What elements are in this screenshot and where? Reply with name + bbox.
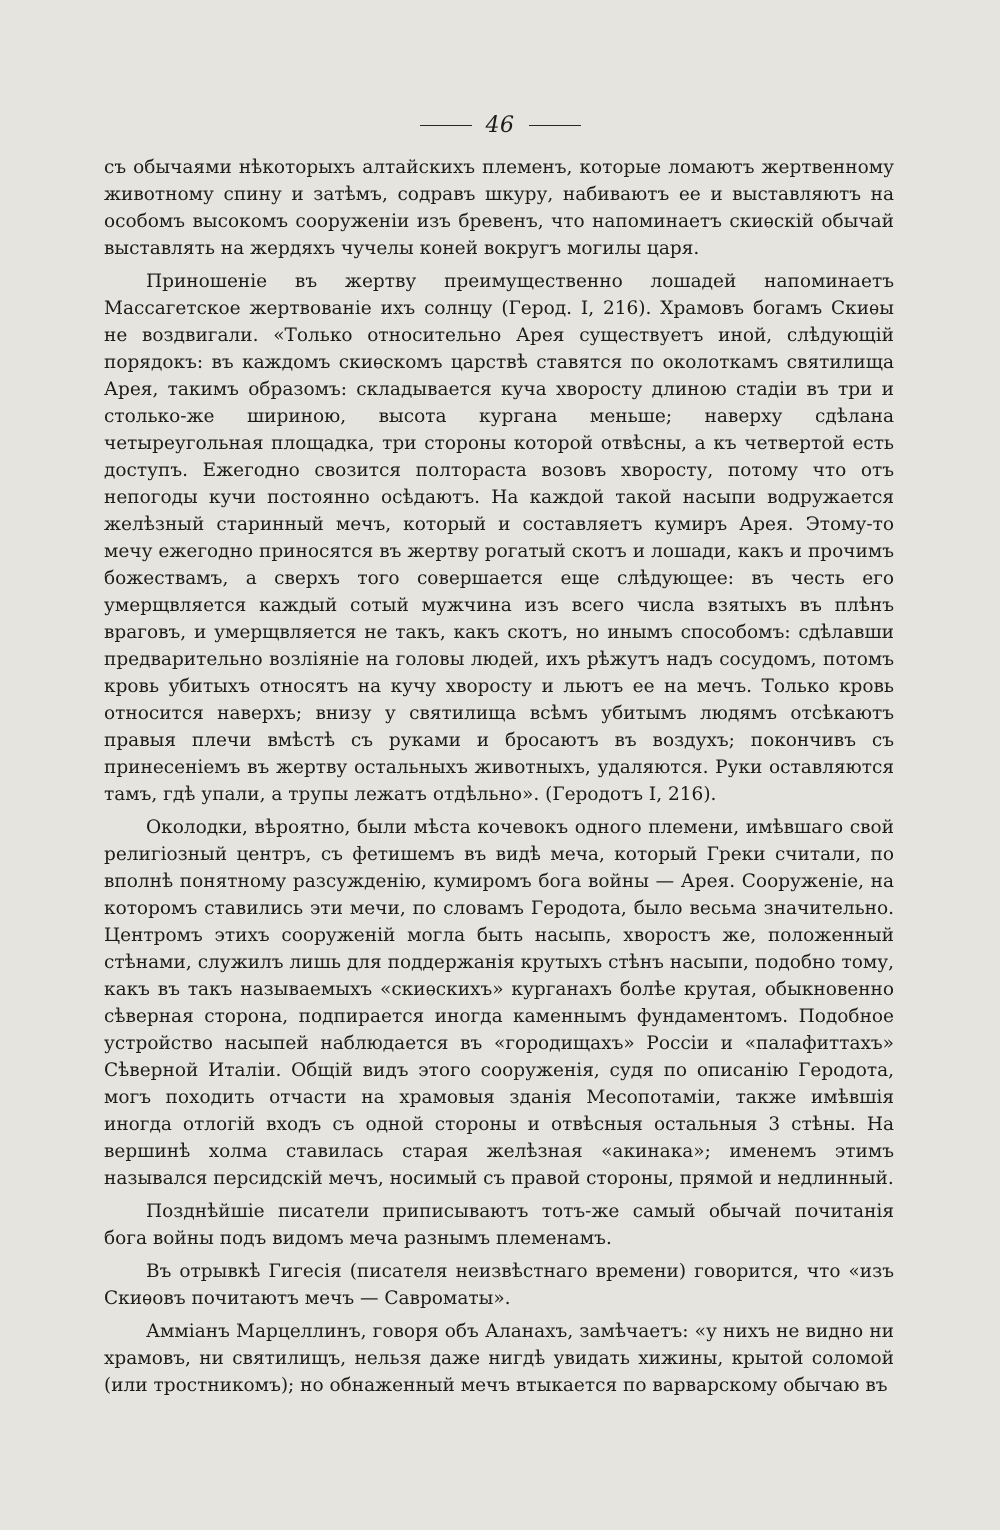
page-header — [0, 110, 1000, 140]
paragraph-gigesius: Въ отрывкѣ Гигесія (писателя неизвѣстнаго времени) говорится, что «изъ Скиѳовъ почитаютъ мечъ — Савроматы». — [104, 1261, 894, 1309]
page-number: 46 — [485, 112, 515, 138]
paragraph-okolodki: Околодки, вѣроятно, были мѣста кочевокъ одного племени, имѣвшаго свой религіозный центръ, съ фетишемъ въ видѣ меча, который Греки считали, по вполнѣ понятному разсужденію, кумиромъ бога войны — Арея. Сооруженіе, на которомъ ставились эти мечи, по словамъ Геродота, было весьма значительно. Центромъ этихъ сооруженій могла быть насыпь, хворостъ же, положенный стѣнами, служилъ лишь для поддержанія крутыхъ стѣнъ насыпи, подобно тому, какъ въ такъ называемыхъ «скиѳскихъ» курганахъ болѣе крутая, обыкновенно сѣверная сторона, подпирается иногда каменнымъ фундаментомъ. Подобное устройство насыпей наблюдается въ «городищахъ» Россіи и «палафиттахъ» Сѣверной Италіи. Общій видъ этого сооруженія, судя по описанію Геродота, могъ походить отчасти на храмовыя зданія Месопотаміи, также имѣвшія иногда отлогій входъ съ одной стороны и отвѣсныя остальныя 3 стѣны. На вершинѣ холма ставилась старая желѣзная «акинака»; именемъ этимъ назывался персидскій мечъ, носимый съ правой стороны, прямой и недлинный. — [104, 817, 894, 1189]
header-rule-right — [529, 125, 581, 126]
paragraph-continuation: съ обычаями нѣкоторыхъ алтайскихъ племенъ, которые ломаютъ жертвенному животному спину и затѣмъ, содравъ шкуру, набиваютъ ее и выставляютъ на особомъ высокомъ сооруженіи изъ бревенъ, что напоминаетъ скиѳскій обычай выставлять на жердяхъ чучелы коней вокругъ могилы царя. — [104, 157, 894, 259]
paragraph-later-writers: Позднѣйшіе писатели приписываютъ тотъ-же самый обычай почитанія бога войны подъ видомъ меча разнымъ племенамъ. — [104, 1201, 894, 1249]
paragraph-sacrifice: Приношеніе въ жертву преимущественно лошадей напоминаетъ Массагетское жертвованіе ихъ солнцу (Герод. I, 216). Храмовъ богамъ Скиѳы не воздвигали. «Только относительно Арея существуетъ иной, слѣдующій порядокъ: въ каждомъ скиѳскомъ царствѣ ставятся по околоткамъ святилища Арея, такимъ образомъ: складывается куча хворосту длиною стадіи въ три и столько-же шириною, высота кургана меньше; наверху сдѣлана четыреугольная площадка, три стороны которой отвѣсны, а къ четвертой есть доступъ. Ежегодно свозится полтораста возовъ хворосту, потому что отъ непогоды кучи постоянно осѣдаютъ. На каждой такой насыпи водружается желѣзный старинный мечъ, который и составляетъ кумиръ Арея. Этому-то мечу ежегодно приносятся въ жертву рогатый скотъ и лошади, какъ и прочимъ божествамъ, а сверхъ того совершается еще слѣдующее: въ честь его умерщвляется каждый сотый мужчина изъ всего числа взятыхъ въ плѣнъ враговъ, и умерщвляется не такъ, какъ скотъ, но инымъ способомъ: сдѣлавши предварительно возліяніе на головы людей, ихъ рѣжутъ надъ сосудомъ, потомъ кровь убитыхъ относятъ на кучу хворосту и льютъ ее на мечъ. Только кровь относится наверхъ; внизу у святилища всѣмъ убитымъ людямъ отсѣкаютъ правыя плечи вмѣстѣ съ руками и бросаютъ въ воздухъ; покончивъ съ принесеніемъ въ жертву остальныхъ животныхъ, удаляются. Руки оставляются тамъ, гдѣ упали, а трупы лежатъ отдѣльно». (Геродотъ I, 216). — [104, 271, 894, 805]
page-body — [104, 154, 894, 1405]
paragraph-ammianus: Аммiанъ Марцеллинъ, говоря объ Аланахъ, замѣчаетъ: «у нихъ не видно ни храмовъ, ни святилищъ, нельзя даже нигдѣ увидать хижины, крытой соломой (или тростникомъ); но обнаженный мечъ втыкается по варварскому обычаю въ — [104, 1321, 894, 1396]
header-rule-left — [420, 125, 472, 126]
